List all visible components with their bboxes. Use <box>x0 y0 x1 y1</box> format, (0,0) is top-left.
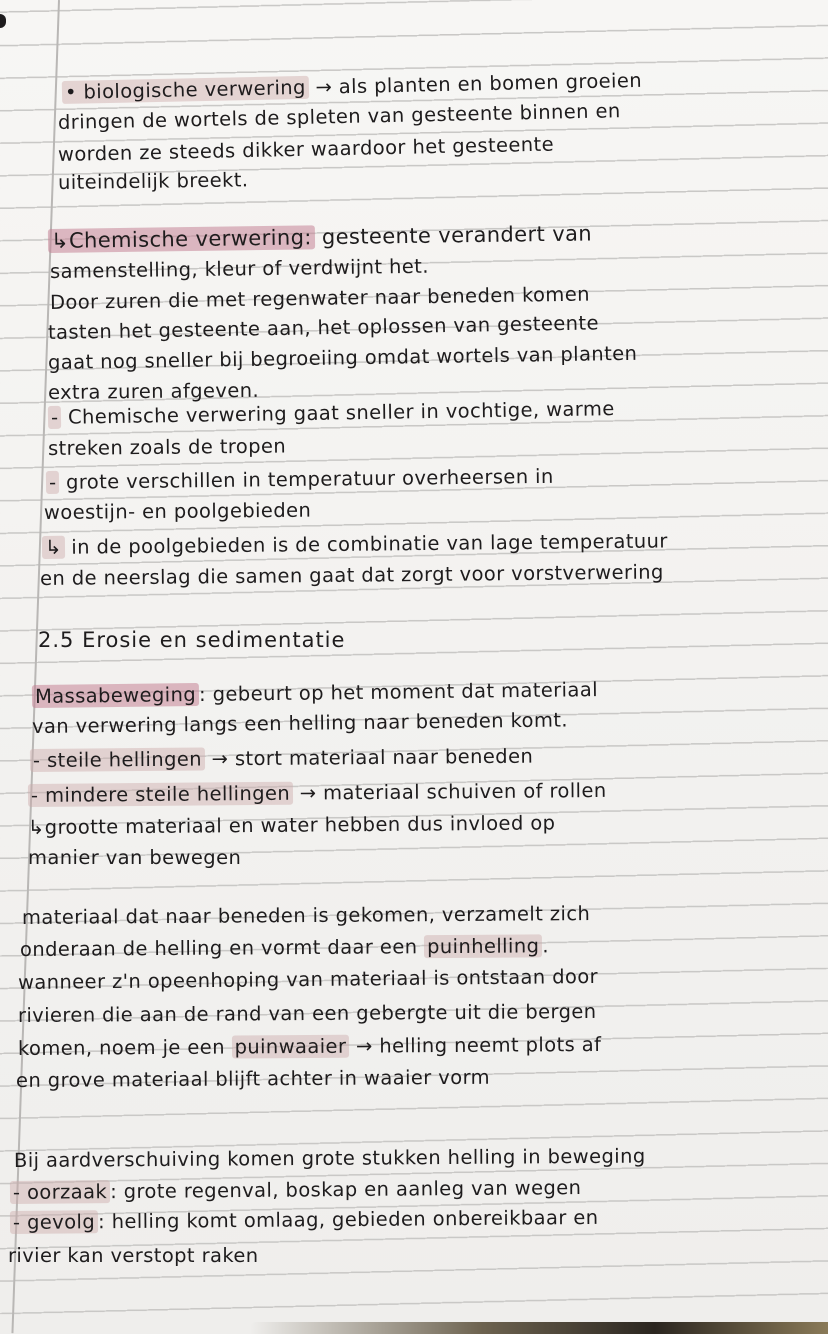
highlight-dash: - <box>48 406 62 429</box>
highlight-chemische-verwering: ↳Chemische verwering: <box>48 225 315 253</box>
debris-line-3: wanneer z'n opeenhoping van materiaal is ontstaan door <box>17 964 599 994</box>
chem-line-7: - Chemische verwering gaat sneller in vochtige, warme <box>48 396 615 431</box>
mass-line-3: - steile hellingen → stort materiaal naar beneden <box>30 744 533 774</box>
chem-line-6: extra zuren afgeven. <box>47 378 260 404</box>
chem-line-12: en de neerslag die samen gaat dat zorgt voor vorstverwering <box>39 560 664 590</box>
highlight-steile-hellingen: - steile hellingen <box>30 747 205 772</box>
debris-line-5: komen, noem je een puinwaaier → helling neemt plots af <box>17 1032 602 1060</box>
landslide-line-2: - oorzaak : grote regenval, boskap en aanleg van wegen <box>10 1175 582 1206</box>
landslide-line-1: Bij aardverschuiving komen grote stukken helling in beweging <box>13 1144 646 1172</box>
highlight-massabeweging: Massabeweging <box>32 683 199 708</box>
mass-line-5: ↳grootte materiaal en water hebben dus invloed op <box>27 811 556 839</box>
mass-line-1: Massabeweging : gebeurt op het moment dat materiaal <box>32 677 598 710</box>
debris-line-6: en grove materiaal blijft achter in waaier vorm <box>15 1065 491 1092</box>
mass-line-2: van verwering langs een helling naar beneden komt. <box>31 708 569 738</box>
chem-line-8: streken zoals de tropen <box>47 434 287 460</box>
landslide-line-4: rivier kan verstopt raken <box>8 1244 259 1267</box>
highlight-oorzaak: - oorzaak <box>10 1180 110 1204</box>
highlight-dash: - <box>46 471 60 494</box>
bio-line-4: uiteindelijk breekt. <box>57 168 249 194</box>
chem-line-3: Door zuren die met regenwater naar beneden komen <box>49 282 591 314</box>
debris-line-4: rivieren die aan de rand van een gebergte uit die bergen <box>17 999 597 1027</box>
landslide-line-3: - gevolg : helling komt omlaag, gebieden onbereikbaar en <box>10 1205 599 1236</box>
chem-line-10: woestijn- en poolgebieden <box>43 498 312 524</box>
photo-background-edge <box>250 1322 828 1334</box>
chem-line-11: ↳ in de poolgebieden is de combinatie van lage temperatuur <box>42 528 668 561</box>
bio-line-3: worden ze steeds dikker waardoor het gesteente <box>57 132 555 166</box>
highlight-puinhelling: puinhelling <box>424 934 542 958</box>
chem-line-4: tasten het gesteente aan, het oplossen van gesteente <box>47 311 600 344</box>
bio-line-1: • biologische verwering → als planten en bomen groeien <box>62 68 643 106</box>
highlight-mindere-steile-hellingen: - mindere steile hellingen <box>28 782 293 807</box>
debris-line-1: materiaal dat naar beneden is gekomen, verzamelt zich <box>21 902 591 929</box>
highlight-puinwaaier: puinwaaier <box>231 1035 349 1059</box>
margin-line <box>11 0 59 1333</box>
highlight-biologische-verwering: • biologische verwering <box>62 76 309 104</box>
highlight-gevolg: - gevolg <box>10 1210 98 1234</box>
chem-line-2: samenstelling, kleur of verdwijnt het. <box>49 254 430 283</box>
mass-line-4: - mindere steile hellingen → materiaal schuiven of rollen <box>28 778 607 809</box>
chem-line-9: - grote verschillen in temperatuur overheersen in <box>46 464 554 496</box>
chem-line-1: ↳Chemische verwering: gesteente verandert van <box>48 220 592 254</box>
mass-line-6: manier van bewegen <box>28 846 242 869</box>
bio-line-2: dringen de wortels de spleten van gesteente binnen en <box>57 99 621 134</box>
page-edge-mark <box>0 14 6 28</box>
arrow-icon: ↳ <box>42 536 65 559</box>
section-heading: 2.5 Erosie en sedimentatie <box>38 628 346 652</box>
chem-line-5: gaat nog sneller bij begroeiing omdat wortels van planten <box>47 341 638 374</box>
debris-line-2: onderaan de helling en vormt daar een puinhelling . <box>19 934 550 961</box>
